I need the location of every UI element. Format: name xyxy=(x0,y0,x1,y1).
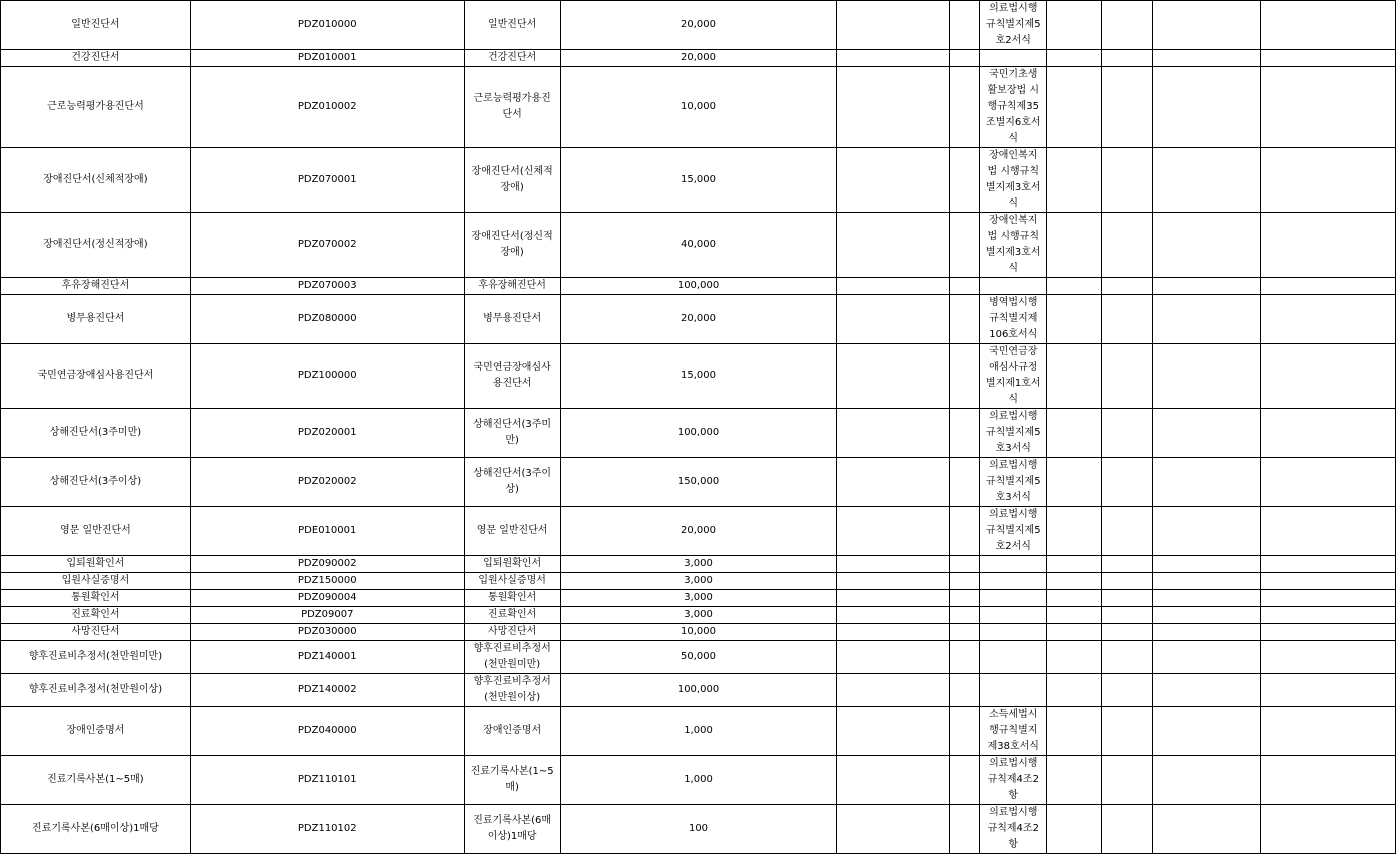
fee-cell: 20,000 xyxy=(560,507,837,556)
legal-basis-cell: 국민기초생 활보장법 시 행규칙제35 조별지6호서 식 xyxy=(980,67,1047,148)
blank-cell xyxy=(950,641,980,674)
fee-cell: 3,000 xyxy=(560,556,837,573)
blank-cell xyxy=(950,278,980,295)
fee-cell: 15,000 xyxy=(560,148,837,213)
document-title-cell: 입원사실증명서 xyxy=(464,573,560,590)
blank-cell xyxy=(1047,624,1102,641)
blank-cell xyxy=(1047,148,1102,213)
blank-cell xyxy=(950,607,980,624)
table-row xyxy=(1,607,1396,624)
fee-cell: 100,000 xyxy=(560,674,837,707)
blank-cell xyxy=(950,624,980,641)
document-name-cell: 근로능력평가용진단서 xyxy=(1,67,191,148)
table-row xyxy=(1,295,1396,344)
blank-cell xyxy=(1261,213,1396,278)
document-name-cell: 건강진단서 xyxy=(1,50,191,67)
blank-cell xyxy=(1102,624,1153,641)
blank-cell xyxy=(1261,278,1396,295)
blank-cell xyxy=(837,278,950,295)
table-row xyxy=(1,556,1396,573)
document-title-cell: 근로능력평가용진 단서 xyxy=(464,67,560,148)
blank-cell xyxy=(1102,458,1153,507)
blank-cell xyxy=(1047,213,1102,278)
blank-cell xyxy=(1102,674,1153,707)
blank-cell xyxy=(950,148,980,213)
legal-basis-cell xyxy=(980,556,1047,573)
document-title-cell: 장애진단서(신체적 장애) xyxy=(464,148,560,213)
legal-basis-cell: 장애인복지 법 시행규칙 별지제3호서 식 xyxy=(980,148,1047,213)
blank-cell xyxy=(837,573,950,590)
document-name-cell: 일반진단서 xyxy=(1,1,191,50)
blank-cell xyxy=(950,409,980,458)
table-row xyxy=(1,213,1396,278)
blank-cell xyxy=(1261,590,1396,607)
blank-cell xyxy=(950,1,980,50)
fee-cell: 100 xyxy=(560,805,837,854)
blank-cell xyxy=(1047,458,1102,507)
fee-cell: 150,000 xyxy=(560,458,837,507)
document-name-cell: 통원확인서 xyxy=(1,590,191,607)
document-title-cell: 국민연금장애심사 용진단서 xyxy=(464,344,560,409)
legal-basis-cell: 의료법시행 규칙별지제5 호2서식 xyxy=(980,1,1047,50)
legal-basis-cell: 의료법시행 규칙별지제5 호3서식 xyxy=(980,409,1047,458)
document-title-cell: 병무용진단서 xyxy=(464,295,560,344)
fee-cell: 100,000 xyxy=(560,409,837,458)
blank-cell xyxy=(1102,295,1153,344)
blank-cell xyxy=(837,641,950,674)
document-name-cell: 상해진단서(3주이상) xyxy=(1,458,191,507)
fee-cell: 10,000 xyxy=(560,624,837,641)
document-code-cell: PDE010001 xyxy=(190,507,464,556)
blank-cell xyxy=(837,674,950,707)
blank-cell xyxy=(1153,805,1261,854)
table-row xyxy=(1,50,1396,67)
blank-cell xyxy=(1261,148,1396,213)
blank-cell xyxy=(1047,674,1102,707)
blank-cell xyxy=(1153,641,1261,674)
blank-cell xyxy=(1102,50,1153,67)
table-row xyxy=(1,409,1396,458)
legal-basis-cell: 의료법시행 규칙별지제5 호3서식 xyxy=(980,458,1047,507)
fee-cell: 20,000 xyxy=(560,1,837,50)
blank-cell xyxy=(950,573,980,590)
document-code-cell: PDZ070002 xyxy=(190,213,464,278)
legal-basis-cell xyxy=(980,624,1047,641)
blank-cell xyxy=(1261,67,1396,148)
fee-cell: 20,000 xyxy=(560,295,837,344)
blank-cell xyxy=(1261,507,1396,556)
legal-basis-cell xyxy=(980,674,1047,707)
blank-cell xyxy=(1261,50,1396,67)
document-code-cell: PDZ110102 xyxy=(190,805,464,854)
blank-cell xyxy=(1261,674,1396,707)
blank-cell xyxy=(1102,756,1153,805)
blank-cell xyxy=(1102,507,1153,556)
legal-basis-cell: 장애인복지 법 시행규칙 별지제3호서 식 xyxy=(980,213,1047,278)
document-title-cell: 상해진단서(3주이 상) xyxy=(464,458,560,507)
blank-cell xyxy=(1102,556,1153,573)
legal-basis-cell xyxy=(980,641,1047,674)
legal-basis-cell: 병역법시행 규칙별지제 106호서식 xyxy=(980,295,1047,344)
blank-cell xyxy=(837,607,950,624)
document-name-cell: 진료기록사본(1~5매) xyxy=(1,756,191,805)
blank-cell xyxy=(837,344,950,409)
blank-cell xyxy=(1261,556,1396,573)
document-name-cell: 장애진단서(신체적장애) xyxy=(1,148,191,213)
blank-cell xyxy=(950,458,980,507)
table-row xyxy=(1,590,1396,607)
document-name-cell: 향후진료비추정서(천만원미만) xyxy=(1,641,191,674)
document-name-cell: 영문 일반진단서 xyxy=(1,507,191,556)
blank-cell xyxy=(1102,213,1153,278)
blank-cell xyxy=(950,50,980,67)
blank-cell xyxy=(1153,278,1261,295)
document-title-cell: 장애인증명서 xyxy=(464,707,560,756)
legal-basis-cell: 의료법시행 규칙별지제5 호2서식 xyxy=(980,507,1047,556)
blank-cell xyxy=(1047,50,1102,67)
blank-cell xyxy=(1047,805,1102,854)
blank-cell xyxy=(1047,344,1102,409)
blank-cell xyxy=(837,756,950,805)
fee-cell: 50,000 xyxy=(560,641,837,674)
blank-cell xyxy=(950,590,980,607)
document-code-cell: PDZ090004 xyxy=(190,590,464,607)
table-row xyxy=(1,624,1396,641)
blank-cell xyxy=(1153,50,1261,67)
blank-cell xyxy=(837,624,950,641)
blank-cell xyxy=(1261,756,1396,805)
blank-cell xyxy=(1153,295,1261,344)
blank-cell xyxy=(950,805,980,854)
blank-cell xyxy=(1153,556,1261,573)
blank-cell xyxy=(1102,590,1153,607)
table-row xyxy=(1,641,1396,674)
fee-cell: 1,000 xyxy=(560,707,837,756)
document-code-cell: PDZ080000 xyxy=(190,295,464,344)
document-name-cell: 장애인증명서 xyxy=(1,707,191,756)
blank-cell xyxy=(1261,641,1396,674)
blank-cell xyxy=(950,756,980,805)
table-row xyxy=(1,278,1396,295)
blank-cell xyxy=(950,507,980,556)
blank-cell xyxy=(1153,213,1261,278)
document-name-cell: 입퇴원확인서 xyxy=(1,556,191,573)
table-row xyxy=(1,1,1396,50)
blank-cell xyxy=(1153,573,1261,590)
document-code-cell: PDZ100000 xyxy=(190,344,464,409)
fee-cell: 3,000 xyxy=(560,573,837,590)
document-code-cell: PDZ140001 xyxy=(190,641,464,674)
table-row xyxy=(1,67,1396,148)
blank-cell xyxy=(1047,67,1102,148)
blank-cell xyxy=(837,67,950,148)
blank-cell xyxy=(1261,1,1396,50)
document-code-cell: PDZ010001 xyxy=(190,50,464,67)
blank-cell xyxy=(1047,607,1102,624)
document-title-cell: 향후진료비추정서 (천만원이상) xyxy=(464,674,560,707)
fee-cell: 3,000 xyxy=(560,607,837,624)
fee-cell: 15,000 xyxy=(560,344,837,409)
fee-cell: 1,000 xyxy=(560,756,837,805)
blank-cell xyxy=(950,67,980,148)
blank-cell xyxy=(1102,805,1153,854)
document-name-cell: 사망진단서 xyxy=(1,624,191,641)
blank-cell xyxy=(1153,148,1261,213)
table-row xyxy=(1,805,1396,854)
blank-cell xyxy=(1153,507,1261,556)
table-row xyxy=(1,674,1396,707)
table-row xyxy=(1,507,1396,556)
document-title-cell: 진료기록사본(1~5 매) xyxy=(464,756,560,805)
document-title-cell: 통원확인서 xyxy=(464,590,560,607)
blank-cell xyxy=(1153,607,1261,624)
blank-cell xyxy=(1102,607,1153,624)
fee-cell: 100,000 xyxy=(560,278,837,295)
blank-cell xyxy=(1102,641,1153,674)
blank-cell xyxy=(1047,507,1102,556)
document-name-cell: 진료기록사본(6매이상)1매당 xyxy=(1,805,191,854)
table-row xyxy=(1,148,1396,213)
blank-cell xyxy=(950,295,980,344)
document-title-cell: 일반진단서 xyxy=(464,1,560,50)
document-title-cell: 향후진료비추정서 (천만원미만) xyxy=(464,641,560,674)
blank-cell xyxy=(1102,409,1153,458)
blank-cell xyxy=(837,458,950,507)
document-title-cell: 후유장해진단서 xyxy=(464,278,560,295)
document-code-cell: PDZ070001 xyxy=(190,148,464,213)
table-row xyxy=(1,756,1396,805)
blank-cell xyxy=(1047,707,1102,756)
blank-cell xyxy=(1102,573,1153,590)
blank-cell xyxy=(1153,674,1261,707)
document-code-cell: PDZ09007 xyxy=(190,607,464,624)
blank-cell xyxy=(1047,295,1102,344)
legal-basis-cell xyxy=(980,590,1047,607)
document-name-cell: 입원사실증명서 xyxy=(1,573,191,590)
blank-cell xyxy=(837,295,950,344)
blank-cell xyxy=(1261,344,1396,409)
blank-cell xyxy=(1153,624,1261,641)
document-title-cell: 영문 일반진단서 xyxy=(464,507,560,556)
document-code-cell: PDZ150000 xyxy=(190,573,464,590)
blank-cell xyxy=(1153,707,1261,756)
document-name-cell: 국민연금장애심사용진단서 xyxy=(1,344,191,409)
document-name-cell: 향후진료비추정서(천만원이상) xyxy=(1,674,191,707)
document-code-cell: PDZ010000 xyxy=(190,1,464,50)
table-row xyxy=(1,707,1396,756)
legal-basis-cell xyxy=(980,573,1047,590)
table-row xyxy=(1,344,1396,409)
legal-basis-cell xyxy=(980,50,1047,67)
legal-basis-cell xyxy=(980,278,1047,295)
blank-cell xyxy=(837,50,950,67)
fee-cell: 40,000 xyxy=(560,213,837,278)
blank-cell xyxy=(1047,641,1102,674)
blank-cell xyxy=(1102,148,1153,213)
blank-cell xyxy=(837,590,950,607)
document-title-cell: 건강진단서 xyxy=(464,50,560,67)
blank-cell xyxy=(1153,458,1261,507)
legal-basis-cell: 소득세법시 행규칙별지 제38호서식 xyxy=(980,707,1047,756)
blank-cell xyxy=(1047,278,1102,295)
blank-cell xyxy=(837,707,950,756)
document-code-cell: PDZ020002 xyxy=(190,458,464,507)
fee-cell: 3,000 xyxy=(560,590,837,607)
document-title-cell: 진료확인서 xyxy=(464,607,560,624)
blank-cell xyxy=(1047,573,1102,590)
blank-cell xyxy=(837,507,950,556)
blank-cell xyxy=(1102,1,1153,50)
blank-cell xyxy=(1153,1,1261,50)
document-title-cell: 입퇴원확인서 xyxy=(464,556,560,573)
document-title-cell: 장애진단서(정신적 장애) xyxy=(464,213,560,278)
blank-cell xyxy=(950,707,980,756)
blank-cell xyxy=(1047,756,1102,805)
document-code-cell: PDZ110101 xyxy=(190,756,464,805)
blank-cell xyxy=(1261,805,1396,854)
blank-cell xyxy=(837,805,950,854)
blank-cell xyxy=(950,556,980,573)
document-title-cell: 상해진단서(3주미 만) xyxy=(464,409,560,458)
blank-cell xyxy=(1047,409,1102,458)
blank-cell xyxy=(1261,458,1396,507)
blank-cell xyxy=(837,148,950,213)
blank-cell xyxy=(1261,624,1396,641)
blank-cell xyxy=(1102,707,1153,756)
blank-cell xyxy=(1153,756,1261,805)
blank-cell xyxy=(837,409,950,458)
blank-cell xyxy=(1261,409,1396,458)
document-name-cell: 상해진단서(3주미만) xyxy=(1,409,191,458)
blank-cell xyxy=(1261,295,1396,344)
fee-cell: 10,000 xyxy=(560,67,837,148)
blank-cell xyxy=(837,213,950,278)
legal-basis-cell xyxy=(980,607,1047,624)
document-code-cell: PDZ010002 xyxy=(190,67,464,148)
document-code-cell: PDZ030000 xyxy=(190,624,464,641)
document-title-cell: 진료기록사본(6매 이상)1매당 xyxy=(464,805,560,854)
blank-cell xyxy=(1047,590,1102,607)
blank-cell xyxy=(1102,67,1153,148)
document-code-cell: PDZ040000 xyxy=(190,707,464,756)
blank-cell xyxy=(837,556,950,573)
document-name-cell: 후유장해진단서 xyxy=(1,278,191,295)
legal-basis-cell: 의료법시행 규칙제4조2 항 xyxy=(980,756,1047,805)
document-name-cell: 진료확인서 xyxy=(1,607,191,624)
blank-cell xyxy=(1102,278,1153,295)
document-code-cell: PDZ090002 xyxy=(190,556,464,573)
document-code-cell: PDZ070003 xyxy=(190,278,464,295)
blank-cell xyxy=(950,344,980,409)
document-name-cell: 병무용진단서 xyxy=(1,295,191,344)
table-row xyxy=(1,573,1396,590)
blank-cell xyxy=(1153,409,1261,458)
document-title-cell: 사망진단서 xyxy=(464,624,560,641)
blank-cell xyxy=(950,674,980,707)
blank-cell xyxy=(1261,607,1396,624)
legal-basis-cell: 국민연금장 애심사규정 별지제1호서 식 xyxy=(980,344,1047,409)
blank-cell xyxy=(837,1,950,50)
blank-cell xyxy=(1047,556,1102,573)
blank-cell xyxy=(1153,67,1261,148)
document-code-cell: PDZ020001 xyxy=(190,409,464,458)
fee-cell: 20,000 xyxy=(560,50,837,67)
blank-cell xyxy=(1153,590,1261,607)
blank-cell xyxy=(1261,573,1396,590)
blank-cell xyxy=(950,213,980,278)
document-name-cell: 장애진단서(정신적장애) xyxy=(1,213,191,278)
legal-basis-cell: 의료법시행 규칙제4조2 항 xyxy=(980,805,1047,854)
blank-cell xyxy=(1102,344,1153,409)
document-code-cell: PDZ140002 xyxy=(190,674,464,707)
blank-cell xyxy=(1261,707,1396,756)
blank-cell xyxy=(1047,1,1102,50)
blank-cell xyxy=(1153,344,1261,409)
table-row xyxy=(1,458,1396,507)
